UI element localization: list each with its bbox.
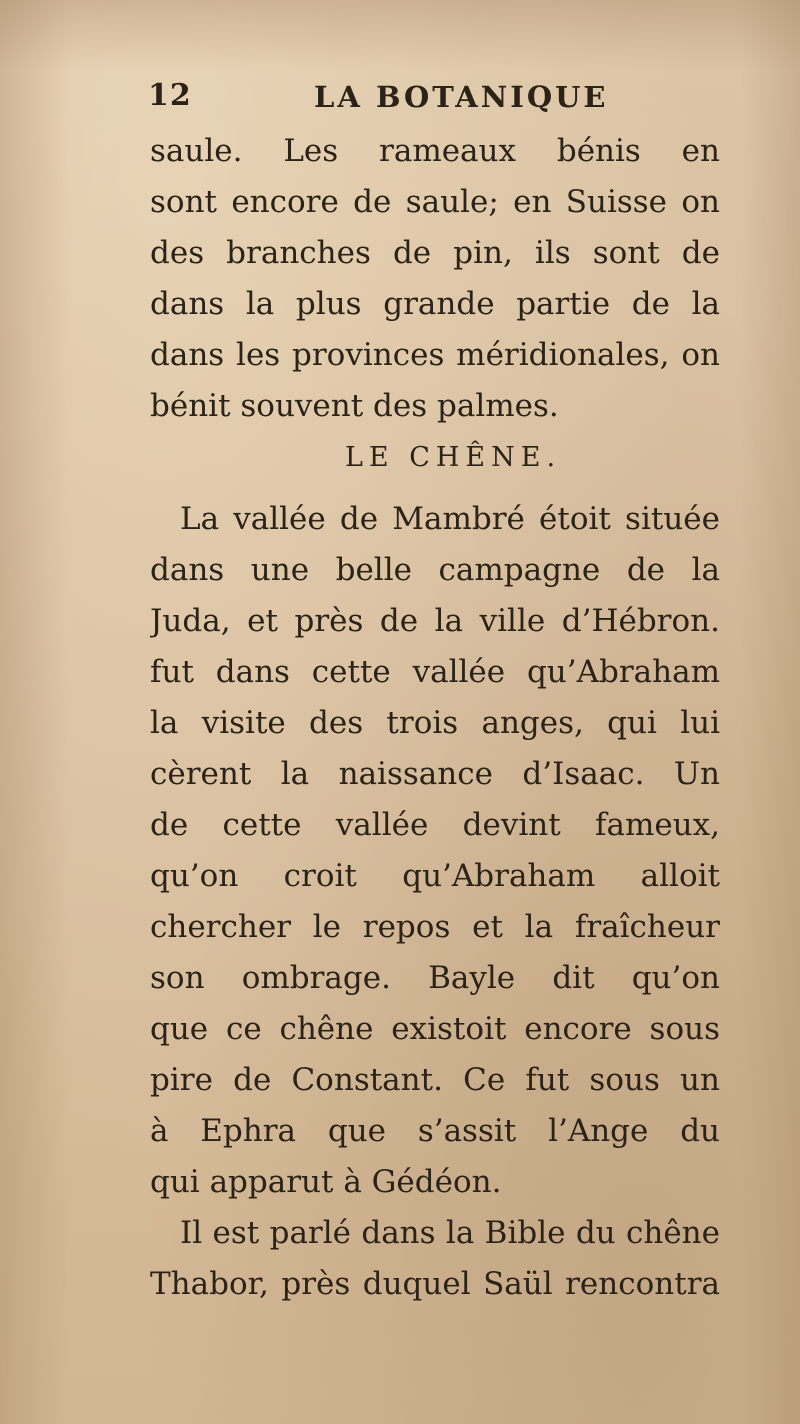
text-line: qu’on croit qu’Abraham alloit: [150, 858, 720, 894]
text-line: bénit souvent des palmes.: [150, 388, 559, 424]
text-line: cèrent la naissance d’Isaac. Un: [150, 756, 720, 792]
page-shadow-top: [0, 0, 800, 70]
text-line: que ce chêne existoit encore sous: [150, 1011, 720, 1047]
text-line: dans la plus grande partie de la: [150, 286, 720, 322]
paragraph-2: [150, 494, 720, 1208]
paragraph-3: [150, 1208, 720, 1310]
page-shadow-left: [0, 0, 70, 1424]
running-head: LA BOTANIQUE: [314, 80, 609, 114]
paragraph-1: [150, 126, 720, 432]
text-line: la visite des trois anges, qui lui: [150, 705, 720, 741]
text-line: chercher le repos et la fraîcheur: [150, 909, 720, 945]
text-line: sont encore de saule; en Suisse on: [150, 184, 720, 220]
page-header: [148, 78, 708, 118]
text-line: des branches de pin, ils sont de: [150, 235, 720, 271]
text-line: Thabor, près duquel Saül rencontra: [150, 1266, 720, 1302]
text-line: qui apparut à Gédéon.: [150, 1164, 502, 1200]
text-line: dans une belle campagne de la: [150, 552, 720, 588]
text-line: son ombrage. Bayle dit qu’on: [150, 960, 720, 996]
section-title: LE CHÊNE.: [345, 442, 562, 473]
text-line: de cette vallée devint fameux,: [150, 807, 720, 843]
text-line: dans les provinces méridionales, on: [150, 337, 720, 373]
text-line: Il est parlé dans la Bible du chêne: [180, 1215, 720, 1251]
text-line: pire de Constant. Ce fut sous un: [150, 1062, 720, 1098]
text-line: à Ephra que s’assit l’Ange du: [150, 1113, 720, 1149]
text-line: La vallée de Mambré étoit située: [180, 501, 720, 537]
page-shadow-right: [740, 0, 800, 1424]
text-line: fut dans cette vallée qu’Abraham: [150, 654, 720, 690]
page-number: 12: [148, 78, 192, 113]
text-line: Juda, et près de la ville d’Hébron.: [150, 603, 720, 639]
text-line: saule. Les rameaux bénis en: [150, 133, 720, 169]
